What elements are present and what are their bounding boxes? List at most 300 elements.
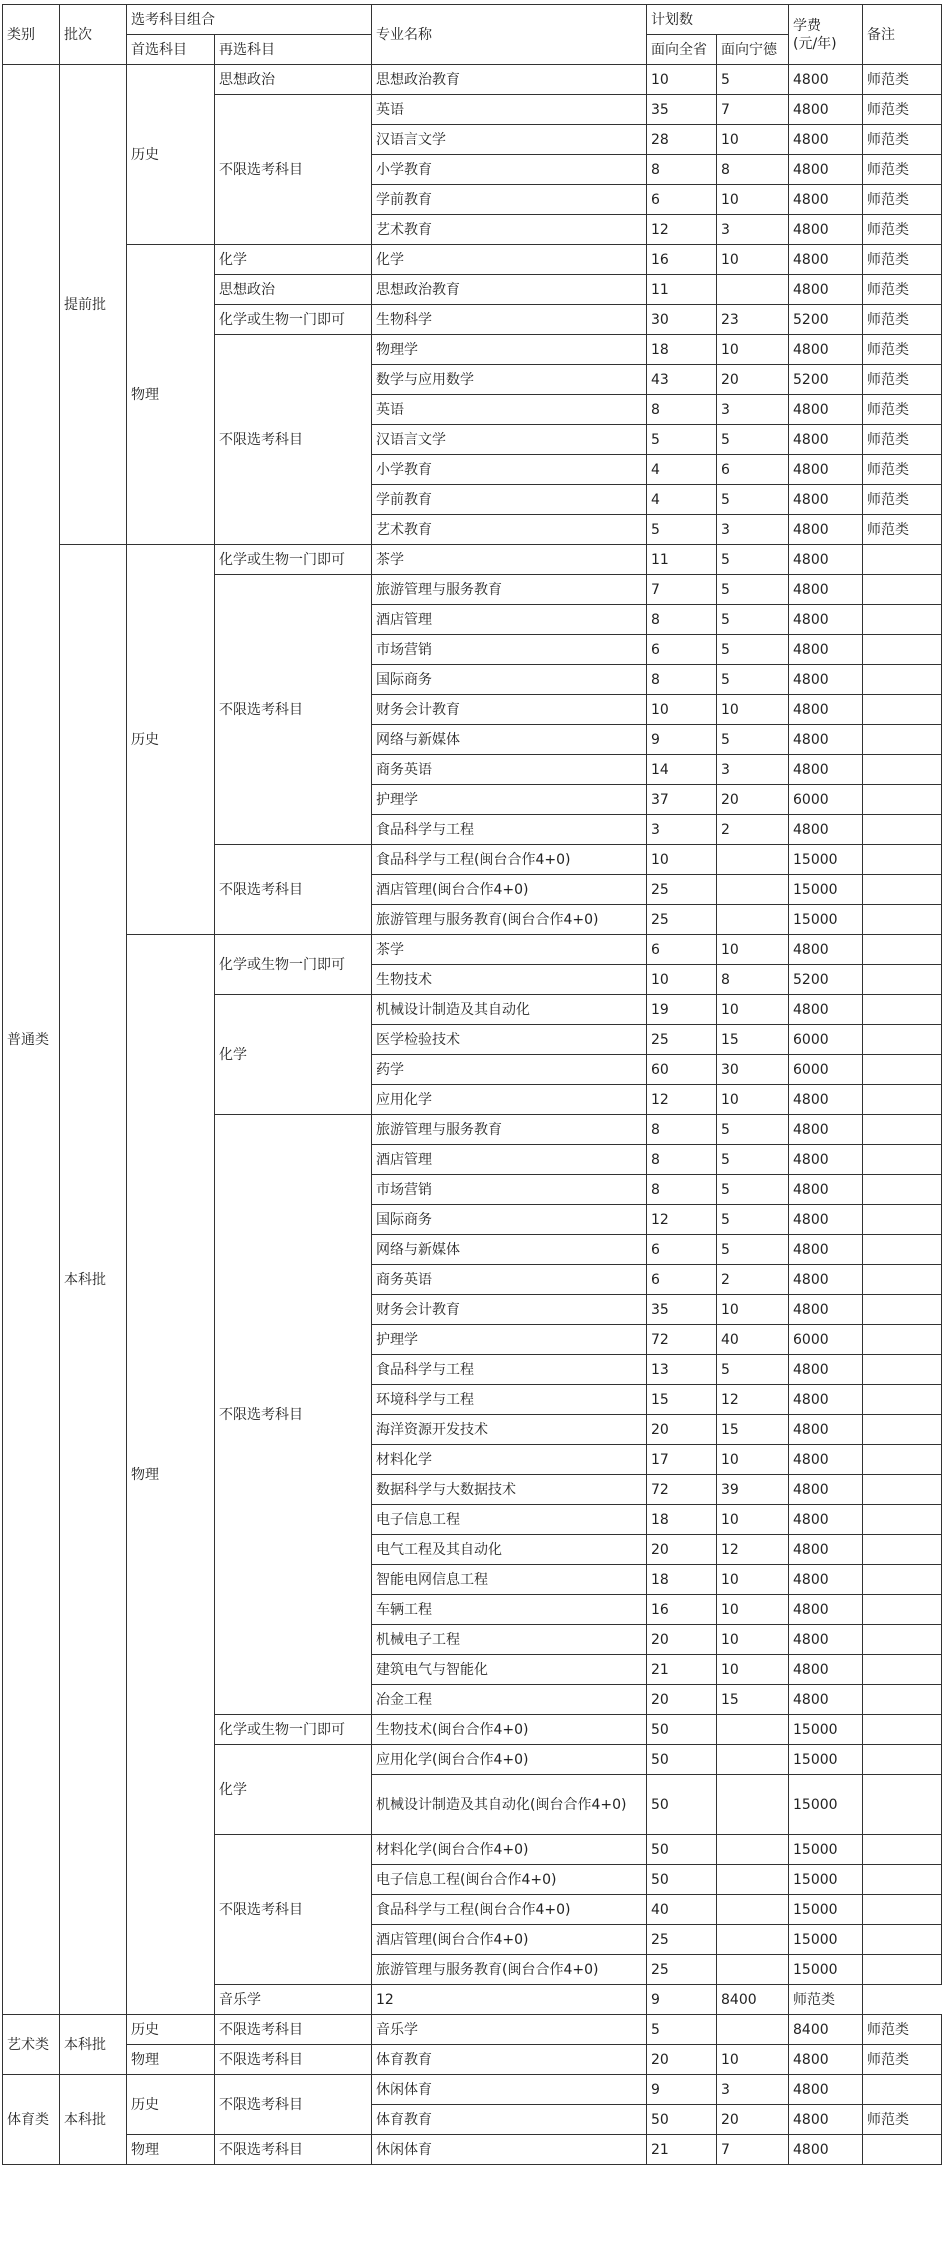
plan-ningde-cell: 39 bbox=[717, 1475, 789, 1505]
tuition-cell: 4800 bbox=[789, 1565, 863, 1595]
major-cell: 酒店管理 bbox=[372, 605, 647, 635]
major-cell: 酒店管理 bbox=[372, 1145, 647, 1175]
note-cell bbox=[863, 575, 942, 605]
plan-all-cell: 9 bbox=[647, 2075, 717, 2105]
major-cell: 休闲体育 bbox=[372, 2135, 647, 2165]
tuition-cell: 4800 bbox=[789, 425, 863, 455]
header-tuition bbox=[789, 5, 863, 65]
major-cell: 车辆工程 bbox=[372, 1595, 647, 1625]
major-cell: 小学教育 bbox=[372, 455, 647, 485]
tuition-cell: 4800 bbox=[789, 1685, 863, 1715]
note-cell bbox=[863, 1115, 942, 1145]
major-cell: 学前教育 bbox=[372, 185, 647, 215]
tuition-cell: 4800 bbox=[789, 1415, 863, 1445]
major-cell: 环境科学与工程 bbox=[372, 1385, 647, 1415]
major-cell: 护理学 bbox=[372, 785, 647, 815]
second-subject-cell: 不限选考科目 bbox=[215, 95, 372, 245]
note-cell bbox=[863, 1295, 942, 1325]
first-subject-cell: 物理 bbox=[127, 245, 215, 545]
major-cell: 海洋资源开发技术 bbox=[372, 1415, 647, 1445]
major-cell: 冶金工程 bbox=[372, 1685, 647, 1715]
plan-ningde-cell: 12 bbox=[717, 1385, 789, 1415]
plan-ningde-cell: 40 bbox=[717, 1325, 789, 1355]
major-cell: 国际商务 bbox=[372, 665, 647, 695]
plan-ningde-cell: 20 bbox=[717, 785, 789, 815]
header-note: 备注 bbox=[863, 5, 942, 65]
plan-all-cell: 4 bbox=[647, 485, 717, 515]
note-cell: 师范类 bbox=[863, 2105, 942, 2135]
second-subject-cell: 化学 bbox=[215, 1745, 372, 1835]
tuition-cell: 4800 bbox=[789, 215, 863, 245]
plan-all-cell: 7 bbox=[647, 575, 717, 605]
plan-all-cell: 30 bbox=[647, 305, 717, 335]
plan-ningde-cell bbox=[717, 1955, 789, 1985]
category-cell: 艺术类 bbox=[3, 2015, 60, 2075]
first-subject-cell: 物理 bbox=[127, 2135, 215, 2165]
plan-ningde-cell: 6 bbox=[717, 455, 789, 485]
note-cell: 师范类 bbox=[863, 305, 942, 335]
plan-all-cell: 50 bbox=[647, 1775, 717, 1835]
table-row bbox=[3, 245, 942, 275]
note-cell bbox=[863, 1205, 942, 1235]
major-cell: 医学检验技术 bbox=[372, 1025, 647, 1055]
plan-all-cell: 11 bbox=[647, 545, 717, 575]
plan-all-cell: 8 bbox=[647, 1175, 717, 1205]
second-subject-cell: 不限选考科目 bbox=[215, 1115, 372, 1715]
plan-all-cell: 35 bbox=[647, 1295, 717, 1325]
plan-all-cell: 13 bbox=[647, 1355, 717, 1385]
plan-all-cell: 21 bbox=[647, 1655, 717, 1685]
major-cell: 音乐学 bbox=[372, 2015, 647, 2045]
plan-all-cell: 6 bbox=[647, 935, 717, 965]
plan-all-cell: 5 bbox=[647, 2015, 717, 2045]
plan-all-cell: 37 bbox=[647, 785, 717, 815]
tuition-cell: 4800 bbox=[789, 1265, 863, 1295]
tuition-cell: 4800 bbox=[789, 1205, 863, 1235]
plan-all-cell: 8 bbox=[647, 1145, 717, 1175]
header-batch: 批次 bbox=[60, 5, 127, 65]
second-subject-cell: 化学或生物一门即可 bbox=[215, 1715, 372, 1745]
plan-ningde-cell bbox=[717, 1925, 789, 1955]
note-cell bbox=[863, 935, 942, 965]
tuition-cell: 4800 bbox=[789, 1535, 863, 1565]
note-cell: 师范类 bbox=[863, 245, 942, 275]
second-subject-cell: 化学或生物一门即可 bbox=[215, 545, 372, 575]
note-cell: 师范类 bbox=[863, 275, 942, 305]
plan-all-cell: 5 bbox=[647, 515, 717, 545]
plan-ningde-cell bbox=[717, 845, 789, 875]
note-cell: 师范类 bbox=[863, 125, 942, 155]
note-cell: 师范类 bbox=[863, 215, 942, 245]
second-subject-cell: 不限选考科目 bbox=[215, 2015, 372, 2045]
major-cell: 市场营销 bbox=[372, 1175, 647, 1205]
tuition-cell: 4800 bbox=[789, 1235, 863, 1265]
plan-all-cell: 11 bbox=[647, 275, 717, 305]
note-cell bbox=[863, 1445, 942, 1475]
tuition-cell: 5200 bbox=[789, 305, 863, 335]
plan-ningde-cell bbox=[717, 1745, 789, 1775]
note-cell: 师范类 bbox=[863, 335, 942, 365]
major-cell: 旅游管理与服务教育 bbox=[372, 1115, 647, 1145]
tuition-cell: 4800 bbox=[789, 2045, 863, 2075]
major-cell: 思想政治教育 bbox=[372, 275, 647, 305]
major-cell: 茶学 bbox=[372, 545, 647, 575]
major-cell: 艺术教育 bbox=[372, 515, 647, 545]
plan-all-cell: 50 bbox=[647, 1715, 717, 1745]
plan-all-cell: 15 bbox=[647, 1385, 717, 1415]
plan-ningde-cell: 10 bbox=[717, 695, 789, 725]
plan-ningde-cell: 5 bbox=[717, 725, 789, 755]
header-second-subject: 再选科目 bbox=[215, 35, 372, 65]
plan-ningde-cell: 10 bbox=[717, 995, 789, 1025]
major-cell: 酒店管理(闽台合作4+0) bbox=[372, 1925, 647, 1955]
plan-all-cell: 16 bbox=[647, 245, 717, 275]
plan-ningde-cell: 3 bbox=[717, 395, 789, 425]
plan-all-cell: 43 bbox=[647, 365, 717, 395]
plan-ningde-cell bbox=[717, 1895, 789, 1925]
plan-all-cell: 12 bbox=[372, 1985, 647, 2015]
header-tuition-unit: (元/年) bbox=[793, 35, 837, 52]
tuition-cell: 4800 bbox=[789, 515, 863, 545]
plan-ningde-cell: 10 bbox=[717, 1505, 789, 1535]
note-cell bbox=[863, 785, 942, 815]
first-subject-cell: 物理 bbox=[127, 2045, 215, 2075]
plan-ningde-cell: 5 bbox=[717, 545, 789, 575]
tuition-cell: 6000 bbox=[789, 1325, 863, 1355]
tuition-cell: 4800 bbox=[789, 1655, 863, 1685]
plan-ningde-cell: 10 bbox=[717, 1595, 789, 1625]
note-cell bbox=[863, 1415, 942, 1445]
plan-all-cell: 10 bbox=[647, 845, 717, 875]
tuition-cell: 4800 bbox=[789, 665, 863, 695]
second-subject-cell: 不限选考科目 bbox=[215, 845, 372, 935]
second-subject-cell: 思想政治 bbox=[215, 65, 372, 95]
tuition-cell: 4800 bbox=[789, 1085, 863, 1115]
major-cell: 食品科学与工程 bbox=[372, 1355, 647, 1385]
note-cell bbox=[863, 665, 942, 695]
plan-ningde-cell: 10 bbox=[717, 125, 789, 155]
second-subject-cell: 不限选考科目 bbox=[215, 335, 372, 545]
major-cell: 应用化学 bbox=[372, 1085, 647, 1115]
tuition-cell: 4800 bbox=[789, 635, 863, 665]
plan-all-cell: 50 bbox=[647, 1745, 717, 1775]
note-cell bbox=[863, 2075, 942, 2105]
plan-ningde-cell: 5 bbox=[717, 1115, 789, 1145]
plan-ningde-cell: 20 bbox=[717, 365, 789, 395]
major-cell: 小学教育 bbox=[372, 155, 647, 185]
first-subject-cell: 历史 bbox=[127, 2075, 215, 2135]
major-cell: 网络与新媒体 bbox=[372, 725, 647, 755]
note-cell bbox=[863, 725, 942, 755]
major-cell: 应用化学(闽台合作4+0) bbox=[372, 1745, 647, 1775]
plan-all-cell: 40 bbox=[647, 1895, 717, 1925]
note-cell: 师范类 bbox=[863, 155, 942, 185]
second-subject-cell: 不限选考科目 bbox=[215, 2075, 372, 2135]
plan-all-cell: 25 bbox=[647, 875, 717, 905]
plan-ningde-cell bbox=[717, 1715, 789, 1745]
header-plan-all: 面向全省 bbox=[647, 35, 717, 65]
note-cell bbox=[863, 1835, 942, 1865]
first-subject-cell: 历史 bbox=[127, 545, 215, 935]
major-cell: 智能电网信息工程 bbox=[372, 1565, 647, 1595]
first-subject-cell: 物理 bbox=[127, 935, 215, 2015]
note-cell bbox=[863, 995, 942, 1025]
plan-all-cell: 60 bbox=[647, 1055, 717, 1085]
plan-all-cell: 18 bbox=[647, 1505, 717, 1535]
plan-ningde-cell: 5 bbox=[717, 1235, 789, 1265]
tuition-cell: 15000 bbox=[789, 1955, 863, 1985]
tuition-cell: 4800 bbox=[789, 1385, 863, 1415]
tuition-cell: 4800 bbox=[789, 545, 863, 575]
plan-all-cell: 50 bbox=[647, 1865, 717, 1895]
note-cell bbox=[863, 1175, 942, 1205]
major-cell: 食品科学与工程 bbox=[372, 815, 647, 845]
plan-ningde-cell: 15 bbox=[717, 1685, 789, 1715]
note-cell bbox=[863, 1565, 942, 1595]
plan-all-cell: 4 bbox=[647, 455, 717, 485]
note-cell bbox=[863, 1085, 942, 1115]
note-cell: 师范类 bbox=[863, 455, 942, 485]
tuition-cell: 8400 bbox=[789, 2015, 863, 2045]
major-cell: 药学 bbox=[372, 1055, 647, 1085]
plan-ningde-cell: 3 bbox=[717, 755, 789, 785]
tuition-cell: 4800 bbox=[789, 125, 863, 155]
table-row bbox=[3, 65, 942, 95]
tuition-cell: 4800 bbox=[789, 65, 863, 95]
major-cell: 市场营销 bbox=[372, 635, 647, 665]
plan-all-cell: 21 bbox=[647, 2135, 717, 2165]
tuition-cell: 4800 bbox=[789, 335, 863, 365]
plan-all-cell: 17 bbox=[647, 1445, 717, 1475]
tuition-cell: 15000 bbox=[789, 1745, 863, 1775]
note-cell: 师范类 bbox=[863, 425, 942, 455]
second-subject-cell: 不限选考科目 bbox=[215, 2135, 372, 2165]
tuition-cell: 4800 bbox=[789, 1445, 863, 1475]
note-cell: 师范类 bbox=[789, 1985, 863, 2015]
plan-ningde-cell: 15 bbox=[717, 1415, 789, 1445]
tuition-cell: 4800 bbox=[789, 695, 863, 725]
plan-ningde-cell: 15 bbox=[717, 1025, 789, 1055]
major-cell: 体育教育 bbox=[372, 2105, 647, 2135]
plan-all-cell: 8 bbox=[647, 395, 717, 425]
tuition-cell: 4800 bbox=[789, 245, 863, 275]
note-cell bbox=[863, 1325, 942, 1355]
batch-cell: 提前批 bbox=[60, 65, 127, 545]
tuition-cell: 4800 bbox=[789, 485, 863, 515]
plan-ningde-cell: 10 bbox=[717, 1655, 789, 1685]
tuition-cell: 6000 bbox=[789, 1055, 863, 1085]
plan-ningde-cell: 30 bbox=[717, 1055, 789, 1085]
plan-ningde-cell: 10 bbox=[717, 1445, 789, 1475]
tuition-cell: 4800 bbox=[789, 1595, 863, 1625]
plan-ningde-cell: 10 bbox=[717, 1625, 789, 1655]
header-major: 专业名称 bbox=[372, 5, 647, 65]
plan-all-cell: 10 bbox=[647, 65, 717, 95]
plan-all-cell: 12 bbox=[647, 215, 717, 245]
major-cell: 物理学 bbox=[372, 335, 647, 365]
plan-ningde-cell: 7 bbox=[717, 2135, 789, 2165]
tuition-cell: 4800 bbox=[789, 455, 863, 485]
major-cell: 机械电子工程 bbox=[372, 1625, 647, 1655]
plan-all-cell: 25 bbox=[647, 905, 717, 935]
plan-all-cell: 50 bbox=[647, 1835, 717, 1865]
major-cell: 材料化学(闽台合作4+0) bbox=[372, 1835, 647, 1865]
plan-ningde-cell: 2 bbox=[717, 815, 789, 845]
second-subject-cell: 化学 bbox=[215, 245, 372, 275]
plan-ningde-cell: 5 bbox=[717, 1355, 789, 1385]
note-cell bbox=[863, 755, 942, 785]
major-cell: 艺术教育 bbox=[372, 215, 647, 245]
plan-ningde-cell: 3 bbox=[717, 215, 789, 245]
major-cell: 财务会计教育 bbox=[372, 1295, 647, 1325]
note-cell bbox=[863, 1505, 942, 1535]
plan-all-cell: 6 bbox=[647, 635, 717, 665]
plan-all-cell: 9 bbox=[647, 725, 717, 755]
major-cell: 商务英语 bbox=[372, 755, 647, 785]
note-cell bbox=[863, 1745, 942, 1775]
major-cell: 英语 bbox=[372, 95, 647, 125]
tuition-cell: 4800 bbox=[789, 995, 863, 1025]
major-cell: 材料化学 bbox=[372, 1445, 647, 1475]
major-cell: 汉语言文学 bbox=[372, 425, 647, 455]
tuition-cell: 4800 bbox=[789, 575, 863, 605]
major-cell: 数学与应用数学 bbox=[372, 365, 647, 395]
plan-ningde-cell: 5 bbox=[717, 485, 789, 515]
second-subject-cell: 化学或生物一门即可 bbox=[215, 935, 372, 995]
note-cell bbox=[863, 1925, 942, 1955]
tuition-cell: 4800 bbox=[789, 1625, 863, 1655]
tuition-cell: 6000 bbox=[789, 1025, 863, 1055]
plan-all-cell: 20 bbox=[647, 1535, 717, 1565]
plan-all-cell: 25 bbox=[647, 1955, 717, 1985]
plan-all-cell: 6 bbox=[647, 1265, 717, 1295]
plan-ningde-cell: 12 bbox=[717, 1535, 789, 1565]
plan-all-cell: 6 bbox=[647, 1235, 717, 1265]
plan-ningde-cell bbox=[717, 1775, 789, 1835]
plan-ningde-cell: 8 bbox=[717, 155, 789, 185]
table-row bbox=[3, 2045, 942, 2075]
tuition-cell: 4800 bbox=[789, 725, 863, 755]
tuition-cell: 4800 bbox=[789, 1355, 863, 1385]
first-subject-cell: 历史 bbox=[127, 65, 215, 245]
major-cell: 汉语言文学 bbox=[372, 125, 647, 155]
plan-all-cell: 6 bbox=[647, 185, 717, 215]
category-cell: 体育类 bbox=[3, 2075, 60, 2165]
major-cell: 机械设计制造及其自动化(闽台合作4+0) bbox=[372, 1775, 647, 1835]
plan-ningde-cell: 5 bbox=[717, 65, 789, 95]
second-subject-cell: 思想政治 bbox=[215, 275, 372, 305]
plan-all-cell: 72 bbox=[647, 1325, 717, 1355]
major-cell: 财务会计教育 bbox=[372, 695, 647, 725]
plan-ningde-cell: 5 bbox=[717, 605, 789, 635]
note-cell bbox=[863, 905, 942, 935]
major-cell: 思想政治教育 bbox=[372, 65, 647, 95]
tuition-cell: 15000 bbox=[789, 1895, 863, 1925]
major-cell: 电子信息工程(闽台合作4+0) bbox=[372, 1865, 647, 1895]
tuition-cell: 15000 bbox=[789, 845, 863, 875]
note-cell: 师范类 bbox=[863, 2015, 942, 2045]
major-cell: 食品科学与工程(闽台合作4+0) bbox=[372, 845, 647, 875]
major-cell: 食品科学与工程(闽台合作4+0) bbox=[372, 1895, 647, 1925]
plan-ningde-cell bbox=[717, 875, 789, 905]
tuition-cell: 4800 bbox=[789, 155, 863, 185]
plan-all-cell: 8 bbox=[647, 605, 717, 635]
major-cell: 生物技术 bbox=[372, 965, 647, 995]
table-row bbox=[3, 2075, 942, 2105]
major-cell: 音乐学 bbox=[215, 1985, 372, 2015]
major-cell: 电子信息工程 bbox=[372, 1505, 647, 1535]
major-cell: 国际商务 bbox=[372, 1205, 647, 1235]
tuition-cell: 5200 bbox=[789, 965, 863, 995]
plan-ningde-cell: 10 bbox=[717, 185, 789, 215]
plan-all-cell: 12 bbox=[647, 1085, 717, 1115]
second-subject-cell: 不限选考科目 bbox=[215, 575, 372, 845]
plan-all-cell: 8 bbox=[647, 155, 717, 185]
major-cell: 体育教育 bbox=[372, 2045, 647, 2075]
plan-ningde-cell: 10 bbox=[717, 1085, 789, 1115]
major-cell: 学前教育 bbox=[372, 485, 647, 515]
plan-all-cell: 5 bbox=[647, 425, 717, 455]
batch-cell: 本科批 bbox=[60, 2075, 127, 2165]
second-subject-cell: 不限选考科目 bbox=[215, 2045, 372, 2075]
major-cell: 商务英语 bbox=[372, 1265, 647, 1295]
plan-all-cell: 25 bbox=[647, 1025, 717, 1055]
batch-cell: 本科批 bbox=[60, 2015, 127, 2075]
header-first-subject: 首选科目 bbox=[127, 35, 215, 65]
plan-ningde-cell: 9 bbox=[647, 1985, 717, 2015]
tuition-cell: 4800 bbox=[789, 1175, 863, 1205]
plan-ningde-cell: 5 bbox=[717, 1205, 789, 1235]
major-cell: 休闲体育 bbox=[372, 2075, 647, 2105]
plan-ningde-cell: 10 bbox=[717, 935, 789, 965]
tuition-cell: 4800 bbox=[789, 1295, 863, 1325]
table-row bbox=[3, 2015, 942, 2045]
tuition-cell: 4800 bbox=[789, 1505, 863, 1535]
note-cell: 师范类 bbox=[863, 395, 942, 425]
major-cell: 电气工程及其自动化 bbox=[372, 1535, 647, 1565]
major-cell: 生物技术(闽台合作4+0) bbox=[372, 1715, 647, 1745]
plan-ningde-cell: 23 bbox=[717, 305, 789, 335]
header-tuition-label: 学费 bbox=[793, 17, 821, 34]
plan-ningde-cell: 2 bbox=[717, 1265, 789, 1295]
plan-table-body bbox=[3, 5, 942, 2165]
note-cell bbox=[863, 1865, 942, 1895]
second-subject-cell: 化学或生物一门即可 bbox=[215, 305, 372, 335]
note-cell bbox=[863, 1595, 942, 1625]
second-subject-cell: 化学 bbox=[215, 995, 372, 1115]
first-subject-cell: 历史 bbox=[127, 2015, 215, 2045]
note-cell bbox=[863, 845, 942, 875]
note-cell bbox=[863, 1385, 942, 1415]
major-cell: 旅游管理与服务教育(闽台合作4+0) bbox=[372, 905, 647, 935]
note-cell bbox=[863, 1775, 942, 1835]
note-cell: 师范类 bbox=[863, 65, 942, 95]
note-cell bbox=[863, 1235, 942, 1265]
plan-all-cell: 35 bbox=[647, 95, 717, 125]
major-cell: 茶学 bbox=[372, 935, 647, 965]
tuition-cell: 4800 bbox=[789, 275, 863, 305]
tuition-cell: 4800 bbox=[789, 95, 863, 125]
plan-ningde-cell: 5 bbox=[717, 1175, 789, 1205]
note-cell bbox=[863, 1355, 942, 1385]
plan-all-cell: 20 bbox=[647, 1685, 717, 1715]
major-cell: 网络与新媒体 bbox=[372, 1235, 647, 1265]
tuition-cell: 4800 bbox=[789, 815, 863, 845]
plan-all-cell: 20 bbox=[647, 1415, 717, 1445]
note-cell bbox=[863, 1055, 942, 1085]
plan-ningde-cell: 10 bbox=[717, 2045, 789, 2075]
admission-plan-table bbox=[2, 4, 941, 2165]
